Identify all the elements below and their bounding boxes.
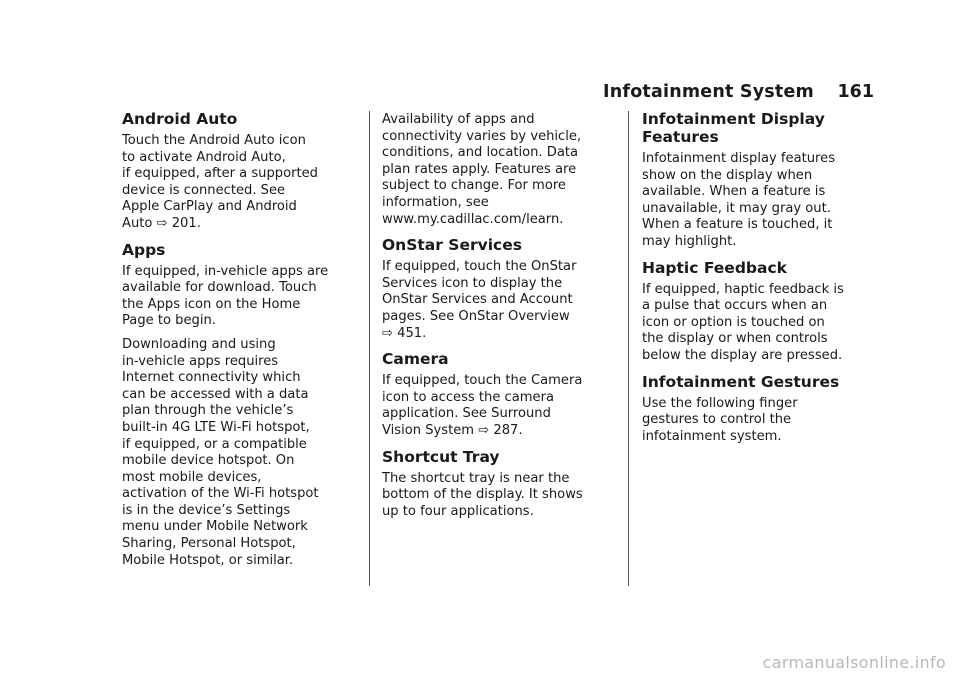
column-1 xyxy=(122,110,362,577)
paragraph: If equipped, haptic feedback is a pulse that occurs when an icon or option is touched on the display or when controls below the display are pressed. xyxy=(642,281,844,363)
section-heading: Android Auto xyxy=(122,110,238,128)
paragraph: Availability of apps and connectivity varies by vehicle, conditions, and location. Data plan rates apply. Features are subject to change. For more information, see www.my.cadillac.com/learn. xyxy=(382,112,582,227)
page-number: 161 xyxy=(837,82,874,102)
section-onstar-services xyxy=(382,236,622,342)
section-heading: Shortcut Tray xyxy=(382,447,500,466)
section-heading: Camera xyxy=(382,350,449,369)
column-divider xyxy=(369,111,370,586)
page-header xyxy=(0,80,960,110)
paragraph: If equipped, touch the Camera icon to access the camera application. See Surround Vision System ⇨ 287. xyxy=(382,373,583,438)
section-haptic-feedback xyxy=(642,259,882,365)
paragraph: Use the following finger gestures to control the infotainment system. xyxy=(642,395,798,444)
watermark: carmanualsonline.info xyxy=(762,653,946,672)
section-infotainment-gestures xyxy=(642,373,882,446)
section-heading: Infotainment Display Features xyxy=(642,110,825,146)
section-heading: OnStar Services xyxy=(382,236,522,255)
section-shortcut-tray xyxy=(382,448,622,521)
section-apps xyxy=(122,241,362,570)
paragraph: If equipped, in-vehicle apps are available for download. Touch the Apps icon on the Home Page to begin. xyxy=(122,263,329,329)
column-2 xyxy=(382,112,622,528)
section-heading: Haptic Feedback xyxy=(642,258,787,277)
section-apps-continued xyxy=(382,112,622,228)
column-divider xyxy=(628,111,629,586)
section-heading: Apps xyxy=(122,240,166,259)
paragraph: If equipped, touch the OnStar Services icon to display the OnStar Services and Account pages. See OnStar Overview ⇨ 451. xyxy=(382,259,577,341)
paragraph: Downloading and using in-vehicle apps requires Internet connectivity which can be accessed with a data plan through the vehicle’s built-in 4G LTE Wi-Fi hotspot, if equipped, or a compatible mobile device hotspot. On most mobile devices, activation of the Wi-Fi hotspot is in the device’s Settings menu under Mobile Network Sharing, Personal Hotspot, Mobile Hotspot, or similar. xyxy=(122,336,319,568)
paragraph: Infotainment display features show on the display when available. When a feature is unavailable, it may gray out. When a feature is touched, it may highlight. xyxy=(642,151,836,249)
section-android-auto xyxy=(122,110,362,233)
paragraph: Touch the Android Auto icon to activate Android Auto, if equipped, after a supported device is connected. See Apple CarPlay and Android Auto ⇨ 201. xyxy=(122,133,318,231)
paragraph: The shortcut tray is near the bottom of the display. It shows up to four applications. xyxy=(382,470,583,519)
chapter-title: Infotainment System xyxy=(603,82,814,102)
section-heading: Infotainment Gestures xyxy=(642,372,840,391)
section-infotainment-display-features xyxy=(642,110,882,251)
section-camera xyxy=(382,350,622,439)
column-3 xyxy=(642,110,882,453)
